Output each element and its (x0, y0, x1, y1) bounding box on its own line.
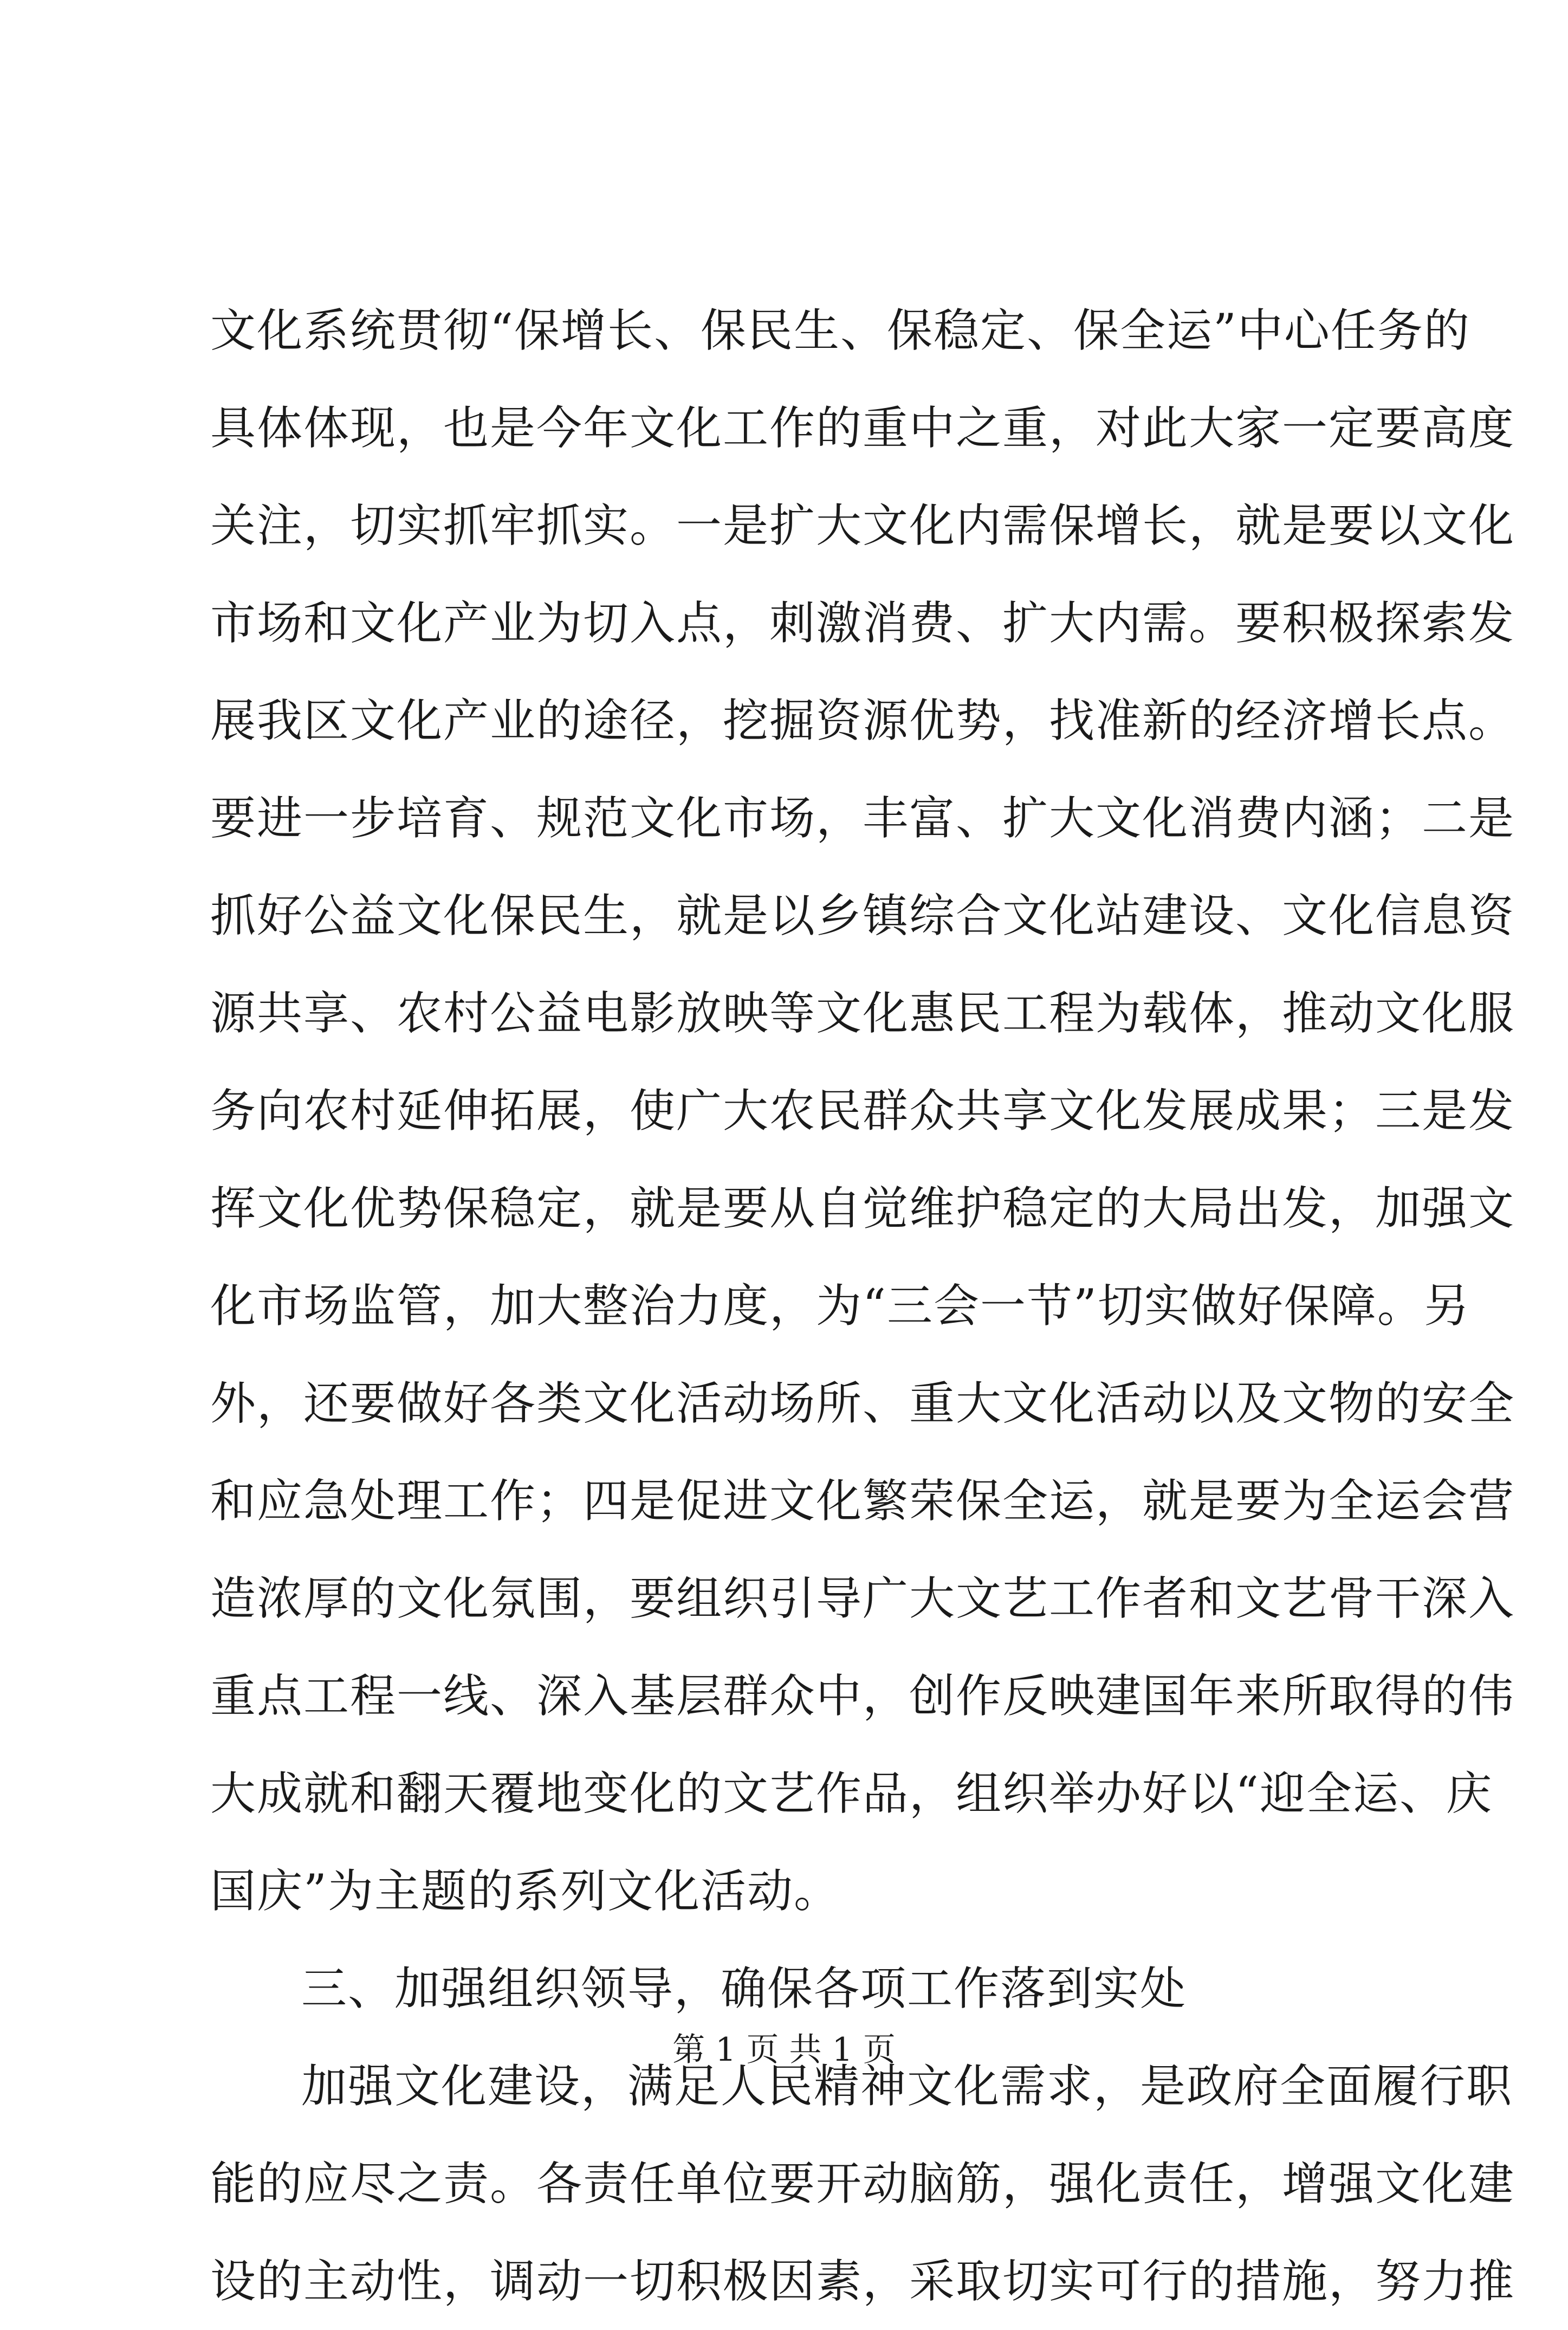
text-line: 化市场监管，加大整治力度，为“三会一节”切实做好保障。另 (210, 1279, 1470, 1332)
text-line: 要进一步培育、规范文化市场，丰富、扩大文化消费内涵；二是 (210, 792, 1515, 845)
text-line: 展我区文化产业的途径，挖掘资源优势，找准新的经济增长点。 (210, 694, 1515, 747)
text-line: 国庆”为主题的系列文化活动。 (210, 1865, 840, 1918)
text-line: 设的主动性，调动一切积极因素，采取切实可行的措施，努力推 (210, 2255, 1515, 2308)
text-line: 造浓厚的文化氛围，要组织引导广大文艺工作者和文艺骨干深入 (210, 1572, 1515, 1625)
text-line: 大成就和翻天覆地变化的文艺作品，组织举办好以“迎全运、庆 (210, 1767, 1493, 1820)
text-line: 重点工程一线、深入基层群众中，创作反映建国年来所取得的伟 (210, 1669, 1515, 1723)
text-line: 能的应尽之责。各责任单位要开动脑筋，强化责任，增强文化建 (210, 2157, 1515, 2210)
text-line: 抓好公益文化保民生，就是以乡镇综合文化站建设、文化信息资 (210, 889, 1515, 942)
text-line: 和应急处理工作；四是促进文化繁荣保全运，就是要为全运会营 (210, 1474, 1515, 1528)
text-line: 市场和文化产业为切入点，刺激消费、扩大内需。要积极探索发 (210, 597, 1515, 650)
section-heading: 三、加强组织领导，确保各项工作落到实处 (301, 1962, 1187, 2015)
text-line: 务向农村延伸拓展，使广大农民群众共享文化发展成果；三是发 (210, 1084, 1515, 1137)
text-line: 加强文化建设，满足人民精神文化需求，是政府全面履行职 (301, 2060, 1513, 2113)
text-line: 文化系统贯彻“保增长、保民生、保稳定、保全运”中心任务的 (210, 304, 1470, 357)
text-line: 关注，切实抓牢抓实。一是扩大文化内需保增长，就是要以文化 (210, 499, 1515, 552)
text-line: 具体体现，也是今年文化工作的重中之重，对此大家一定要高度 (210, 402, 1515, 455)
text-line: 源共享、农村公益电影放映等文化惠民工程为载体，推动文化服 (210, 987, 1515, 1040)
document-body (210, 282, 1515, 2330)
page-footer: 第 1 页 共 1 页 (672, 2031, 896, 2069)
text-line: 挥文化优势保稳定，就是要从自觉维护稳定的大局出发，加强文 (210, 1182, 1515, 1235)
text-line: 外，还要做好各类文化活动场所、重大文化活动以及文物的安全 (210, 1377, 1515, 1430)
